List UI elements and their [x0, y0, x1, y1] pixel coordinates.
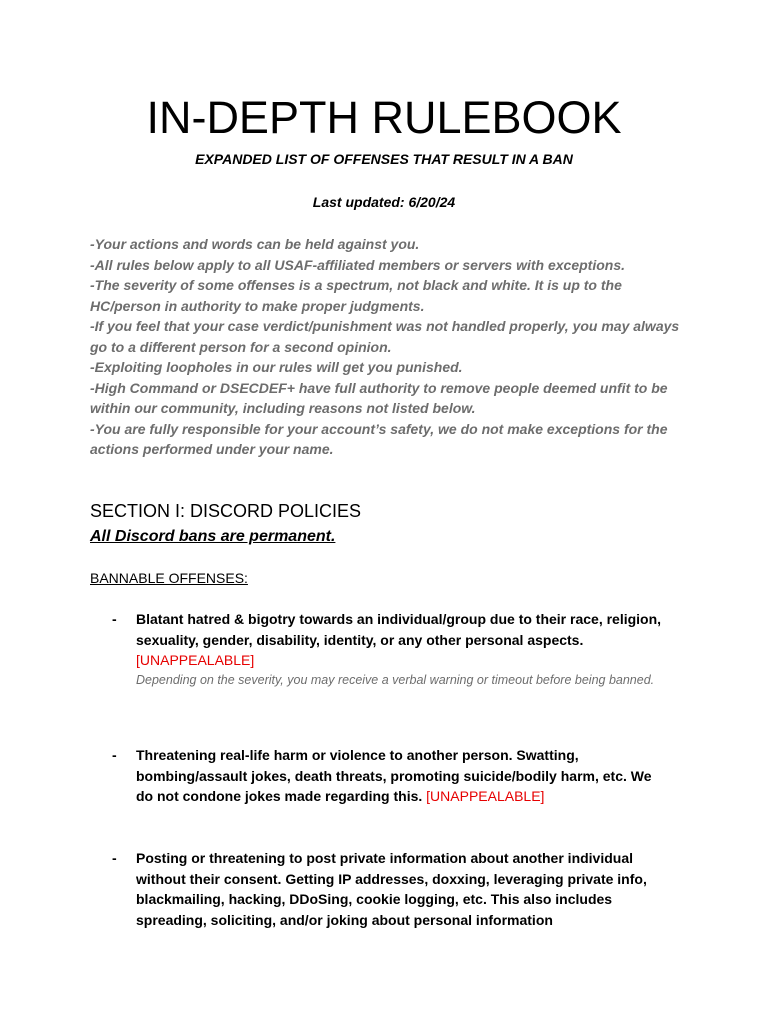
unappealable-tag: [UNAPPEALABLE] [426, 788, 545, 804]
offense-text: Blatant hatred & bigotry towards an individual/group due to their race, religion, sexuality, gender, disability, identity, or any other personal aspects. [136, 611, 662, 648]
general-note: -The severity of some offenses is a spectrum, not black and white. It is up to the HC/person in authority to make proper judgments. [90, 277, 622, 314]
offenses-heading: BANNABLE OFFENSES: [90, 570, 248, 586]
offense-text: Threatening real-life harm or violence to another person. Swatting, bombing/assault jokes, death threats, promoting suicide/bodily harm, etc. We do not condone jokes made regarding this. [136, 747, 652, 804]
general-note: -Your actions and words can be held against you. [90, 236, 420, 252]
general-note: -Exploiting loopholes in our rules will get you punished. [90, 359, 463, 375]
general-note: -You are fully responsible for your account’s safety, we do not make exceptions for the actions performed under your name. [90, 420, 668, 457]
last-updated: Last updated: 6/20/24 [312, 194, 456, 210]
section-subheading: All Discord bans are permanent. [90, 528, 336, 545]
general-note: -All rules below apply to all USAF-affiliated members or servers with exceptions. [90, 256, 626, 273]
offense-body [136, 745, 666, 807]
section-heading: SECTION I: DISCORD POLICIES [90, 501, 362, 521]
unappealable-tag: [UNAPPEALABLE] [136, 652, 255, 668]
general-note: -If you feel that your case verdict/punishment was not handled properly, you may always go to a different person for a second opinion. [90, 318, 680, 355]
bullet-dash: - [112, 850, 117, 866]
offense-body [136, 848, 666, 930]
offense-note: Depending on the severity, you may receive a verbal warning or timeout before being banned. [136, 672, 655, 687]
bullet-dash: - [112, 611, 117, 627]
bullet-dash: - [112, 747, 117, 763]
offense-text: Posting or threatening to post private information about another individual without their consent. Getting IP addresses, doxxing, leveraging private info, blackmailing, hacking, DDoSing, cookie logging, etc. This also includes spreading, soliciting, and/or joking about personal information [136, 850, 647, 928]
offense-body [136, 609, 666, 690]
general-notes [90, 234, 690, 460]
general-note: -High Command or DSECDEF+ have full authority to remove people deemed unfit to be within our community, including reasons not listed below. [90, 379, 668, 416]
document-title: IN-DEPTH RULEBOOK [146, 92, 622, 143]
document-subtitle: EXPANDED LIST OF OFFENSES THAT RESULT IN A BAN [195, 151, 573, 167]
